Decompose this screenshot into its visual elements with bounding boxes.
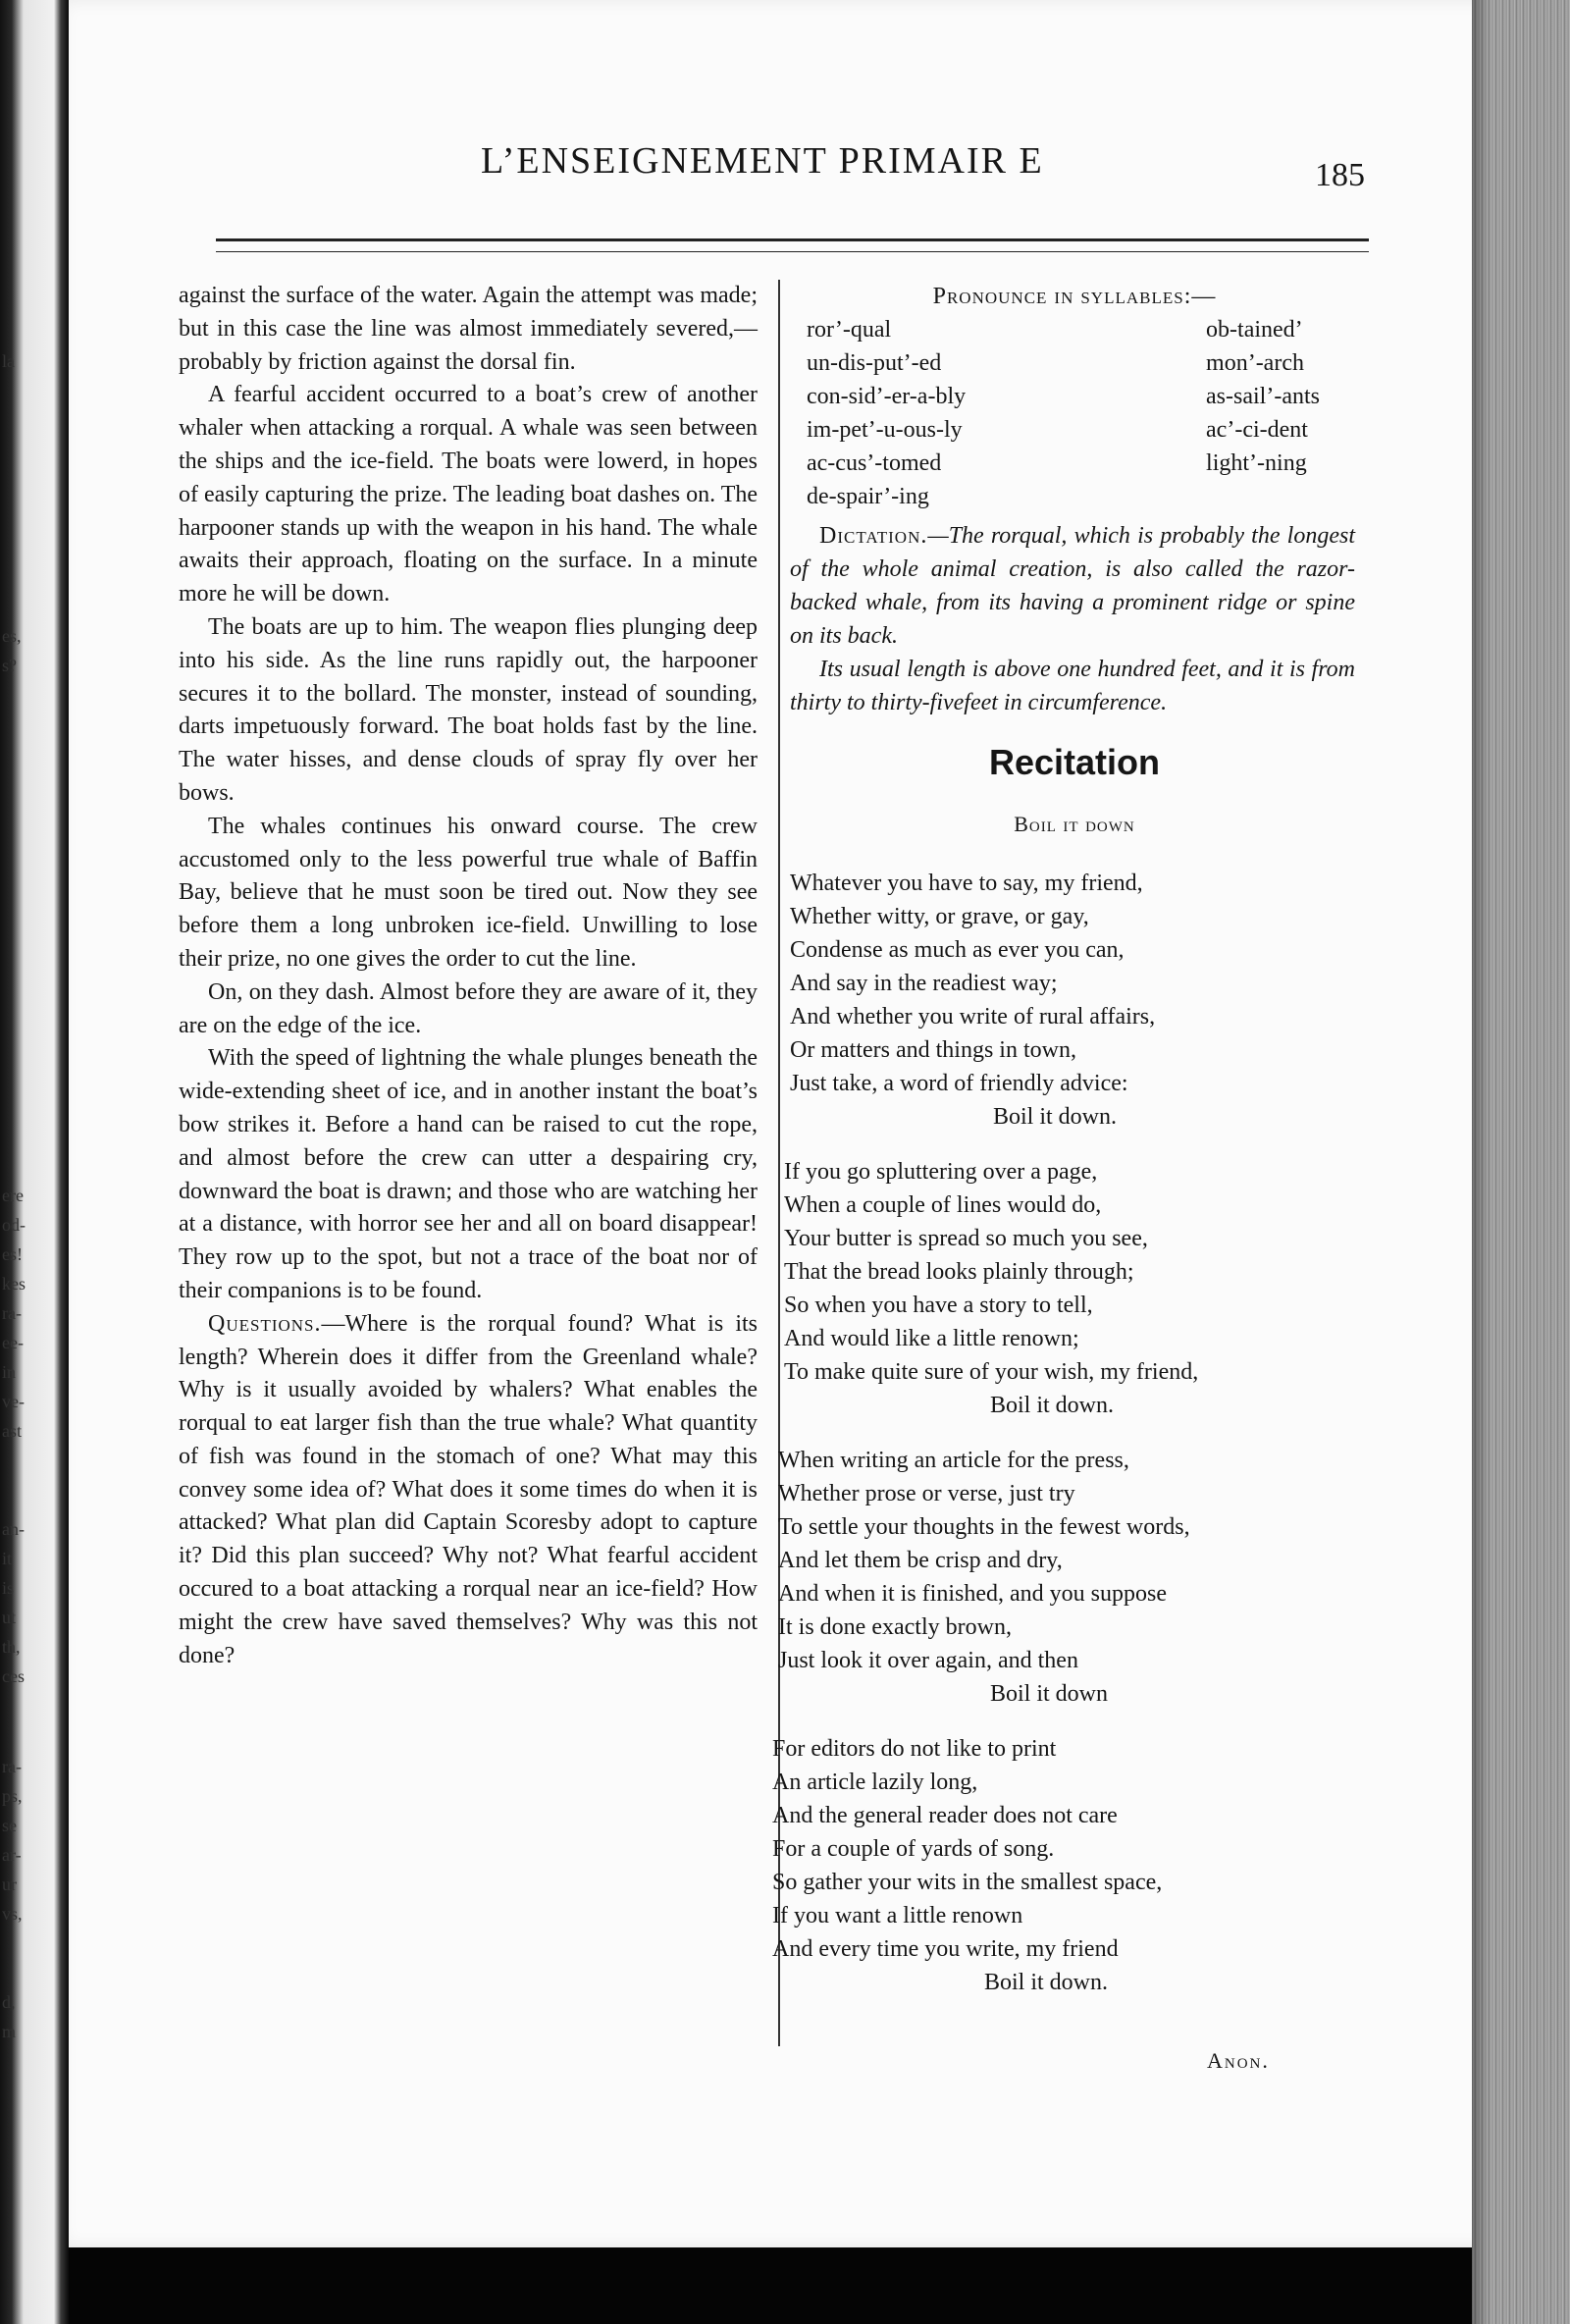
poem-refrain: Boil it down. [989,1393,1114,1418]
page-number: 185 [1315,157,1365,193]
recitation-heading: Recitation [988,742,1161,782]
poem-line: If you go spluttering over a page, [784,1159,1098,1185]
margin-fragment: la [2,351,15,371]
poem-line: Whether witty, or grave, or gay, [790,904,1089,929]
poem-title: Boil it down [1014,812,1135,836]
poem-stanza [778,1444,1359,1711]
pronounce-word: ac’-ci-dent [1206,417,1308,443]
pronounce-word: light’-ning [1206,450,1307,476]
poem-line: So when you have a story to tell, [784,1293,1093,1318]
paragraph: against the surface of the water. Again the attempt was made; but in this case the line was almost immediately severed,—probably by friction against the dorsal fin. [179,283,758,375]
poem-line: An article lazily long, [772,1769,978,1795]
poem-line: When a couple of lines would do, [784,1192,1102,1218]
paragraph: On, on they dash. Almost before they are aware of it, they are on the edge of the ice. [179,978,758,1038]
margin-fragment: th, [2,1637,21,1657]
pronounce-list [790,313,1359,513]
poem-line: It is done exactly brown, [778,1614,1012,1640]
margin-fragment: ere [2,1186,24,1205]
poem-line: Whatever you have to say, my friend, [790,871,1143,896]
margin-fragment: d, [2,1992,16,2012]
dictation-label: Dictation. [819,523,928,549]
margin-fragment: vs, [2,1904,23,1924]
margin-fragment: m [2,2022,17,2041]
margin-fragment: es, [2,626,22,646]
header-rule-thin [216,251,1369,252]
poem-line: And every time you write, my friend [772,1936,1119,1962]
margin-fragment: ps, [2,1786,23,1806]
header-rule [216,238,1369,241]
poem-refrain: Boil it down. [992,1104,1117,1130]
pronounce-word: ror’-qual [807,317,892,343]
poem-line: If you want a little renown [772,1903,1023,1928]
pronounce-word: mon’-arch [1206,350,1304,376]
pronounce-word: im-pet’-u-ous-ly [807,417,963,443]
margin-fragment: es! [2,1244,23,1264]
paragraph: The boats are up to him. The weapon flies plunging deep into his side. As the line runs rapidly out, the harpooner secures it to the bollard. The monster, instead of sounding, darts impetuously forward. The boat holds fast by the line. The water hisses, and dense clouds of spray fly over her bows. [179,613,758,806]
poem-stanza [784,1155,1359,1422]
adjacent-page-edge [0,0,69,2324]
page [69,0,1541,2247]
margin-fragment: od- [2,1215,26,1235]
poem-line: When writing an article for the press, [778,1448,1129,1473]
margin-fragment: in [2,1362,17,1382]
poem-line: And the general reader does not care [772,1803,1118,1828]
dictation-block [790,519,1359,719]
poem-line: Your butter is spread so much you see, [784,1226,1148,1251]
pronounce-column-1 [807,313,966,513]
questions-paragraph [179,1308,758,1673]
paragraph: The whales continues his onward course. The crew accustomed only to the less powerful true whale of Baffin Bay, believe that he must soon be tired out. Now they see before them a long unbroken ice-field. Unwilling to lose their prize, no one gives the order to cut the line. [179,813,758,972]
pronounce-word: con-sid’-er-a-bly [807,384,967,409]
pronounce-word: as-sail’-ants [1206,384,1320,409]
poem-line: For a couple of yards of song. [772,1836,1055,1862]
pronounce-word: ob-tained’ [1206,317,1303,343]
pronounce-heading: Pronounce in syllables:— [932,284,1217,309]
margin-fragment: s? [2,656,17,675]
pronounce-word: un-dis-put’-ed [807,350,942,376]
poem-refrain: Boil it down [989,1681,1108,1707]
poem-author: Anon. [1207,2048,1270,2073]
poem-line: And would like a little renown; [784,1326,1079,1351]
dictation-paragraph [790,519,1355,653]
margin-fragment: ra- [2,1303,22,1323]
margin-fragment: ast [2,1421,22,1441]
poem-line: For editors do not like to print [772,1736,1057,1762]
poem-line: To make quite sure of your wish, my friend, [784,1359,1199,1385]
margin-fragment: se [2,1816,17,1835]
paragraph: With the speed of lightning the whale plunges beneath the wide-extending sheet of ice, and in another instant the boat’s bow strikes it. Before a hand can be raised to cut the rope, and almost before the crew can utter a despairing cry, downward the boat is drawn; and those who are watching her at a distance, with horror see her and all on board disappear! They row up to the spot, but not a trace of the boat nor of their companions is to be found. [179,1045,758,1303]
margin-fragment: ee- [2,1333,24,1352]
poem-line: To settle your thoughts in the fewest words, [778,1514,1190,1540]
poem-line: Just look it over again, and then [778,1648,1078,1673]
poem-line: Or matters and things in town, [790,1037,1076,1063]
margin-fragment: ces [2,1666,25,1686]
poem [772,867,1359,1999]
poem-line: And when it is finished, and you suppose [778,1581,1167,1607]
poem-line: And let them be crisp and dry, [778,1548,1063,1573]
page-edges [1472,0,1570,2324]
pronounce-word: de-spair’-ing [807,484,929,509]
margin-fragment: ra- [2,1757,22,1776]
poem-stanza [790,867,1359,1134]
poem-line: That the bread looks plainly through; [784,1259,1134,1285]
left-column [179,280,758,1672]
poem-line: So gather your wits in the smallest space, [772,1870,1163,1895]
dictation-text: —The rorqual, which is probably the longest of the whole animal creation, is also called the razor-backed whale, from its having a prominent ridge or spine on its back. [790,523,1355,649]
pronounce-column-2 [1206,313,1320,513]
running-header: L’ENSEIGNEMENT PRIMAIR E [481,140,1044,182]
poem-stanza [772,1732,1359,1999]
pronounce-word: ac-cus’-tomed [807,450,942,476]
poem-line: And whether you write of rural affairs, [790,1004,1156,1030]
poem-line: Just take, a word of friendly advice: [790,1071,1128,1096]
margin-fragment: it [2,1549,13,1568]
poem-line: And say in the readiest way; [790,971,1058,996]
questions-text: —Where is the rorqual found? What is its length? Wherein does it differ from the Greenland whale? Why is it usually avoided by whalers? What enables the rorqual to eat larger fish than the true whale? What quantity of fish was found in the stomach of one? What may this convey some idea of? What does it some times do when it is attacked? What plan did Captain Scoresby adopt to capture it? Did this plan succeed? Why not? What fearful accident occured to a boat attacking a rorqual near an ice-field? How might the crew have saved themselves? Why was this not done? [179,1310,758,1668]
questions-label: Questions. [208,1310,322,1337]
margin-fragment: kes [2,1274,26,1294]
margin-fragment: ar- [2,1845,22,1865]
dictation-paragraph-2: Its usual length is above one hundred feet, and it is from thirty to thirty-fivefeet in circumference. [790,657,1355,715]
right-column [772,280,1359,2021]
paragraph: A fearful accident occurred to a boat’s crew of another whaler when attacking a rorqual. A whale was seen between the ships and the ice-field. The boats were lowerd, in hopes of easily capturing the prize. The leading boat dashes on. The harpooner stands up with the weapon in his hand. The whale awaits their approach, floating on the surface. In a minute more he will be down. [179,382,758,607]
margin-fragment: ve- [2,1392,25,1411]
margin-fragment: ut [2,1608,17,1627]
poem-line: Whether prose or verse, just try [778,1481,1075,1506]
poem-line: Condense as much as ever you can, [790,937,1125,963]
margin-fragment: is [2,1578,15,1598]
poem-refrain: Boil it down. [983,1970,1108,1995]
margin-fragment: ur [2,1875,17,1894]
margin-fragment: an- [2,1519,25,1539]
